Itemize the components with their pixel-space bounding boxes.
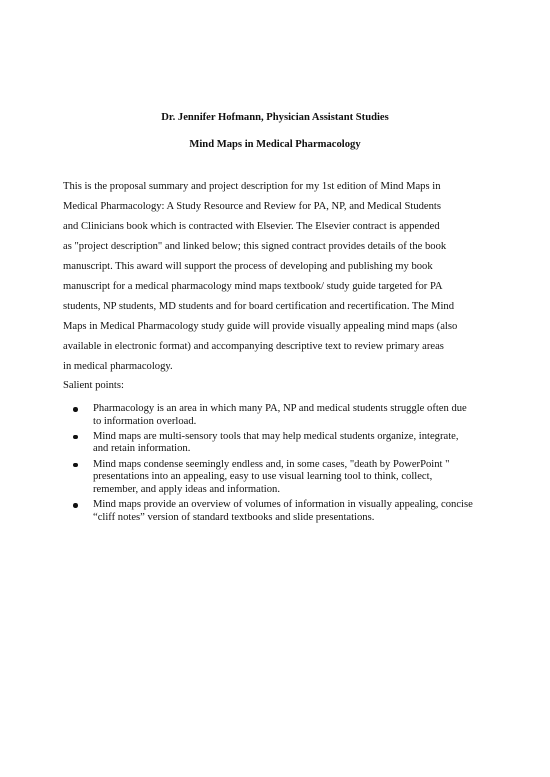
- bullet-line: “cliff notes” version of standard textbooks and slide presentations.: [93, 511, 375, 523]
- bullet-icon: [73, 503, 78, 508]
- intro-line: available in electronic format) and accompanying descriptive text to review primary areas: [63, 341, 444, 352]
- bullet-line: Pharmacology is an area in which many PA, NP and medical students struggle often due: [93, 403, 467, 414]
- bullet-icon: [73, 463, 78, 468]
- author-line: Dr. Jennifer Hofmann, Physician Assistant Studies: [161, 112, 389, 123]
- intro-line: manuscript. This award will support the process of developing and publishing my book: [63, 261, 433, 272]
- bullet-line: Mind maps provide an overview of volumes of information in visually appealing, concise: [93, 498, 473, 510]
- bullet-line: presentations into an appealing, easy to use visual learning tool to think, collect,: [93, 471, 433, 483]
- bullet-icon: [73, 407, 78, 412]
- intro-line: Maps in Medical Pharmacology study guide will provide visually appealing mind maps (also: [63, 321, 458, 332]
- document-title: Mind Maps in Medical Pharmacology: [189, 139, 361, 150]
- intro-line: in medical pharmacology.: [63, 361, 173, 372]
- bullet-icon: [73, 435, 78, 440]
- intro-paragraph: [63, 180, 493, 380]
- salient-points-label: Salient points:: [63, 380, 124, 391]
- intro-line: and Clinicians book which is contracted with Elsevier. The Elsevier contract is appended: [63, 221, 440, 232]
- intro-line: manuscript for a medical pharmacology mind maps textbook/ study guide targeted for PA: [63, 281, 443, 292]
- bullet-line: Mind maps condense seemingly endless and, in some cases, "death by PowerPoint ": [93, 458, 450, 470]
- intro-line: This is the proposal summary and project description for my 1st edition of Mind Maps in: [63, 181, 441, 192]
- bullet-line: to information overload.: [93, 415, 197, 427]
- list-item: [63, 431, 503, 456]
- bullet-line: remember, and apply ideas and information.: [93, 483, 280, 495]
- bullet-line: and retain information.: [93, 443, 191, 455]
- salient-points-list: [63, 403, 503, 527]
- bullet-line: Mind maps are multi-sensory tools that may help medical students organize, integrate,: [93, 430, 459, 442]
- list-item: [63, 459, 503, 497]
- list-item: [63, 499, 503, 524]
- intro-line: Medical Pharmacology: A Study Resource and Review for PA, NP, and Medical Students: [63, 201, 441, 212]
- intro-line: as "project description" and linked below; this signed contract provides details of the book: [63, 241, 447, 252]
- intro-line: students, NP students, MD students and for board certification and recertification. The Mind: [63, 301, 454, 312]
- list-item: [63, 403, 503, 428]
